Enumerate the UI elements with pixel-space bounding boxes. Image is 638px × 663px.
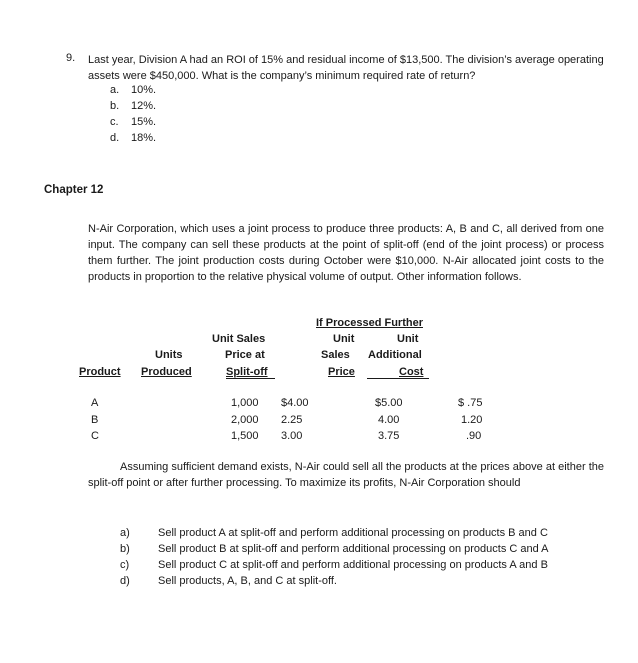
col-header-product: Product xyxy=(79,366,121,378)
col-header: Units xyxy=(155,349,183,361)
answer-letter: b) xyxy=(120,543,130,555)
col-header: Unit Sales xyxy=(212,333,266,345)
cell-addl: .90 xyxy=(466,430,482,442)
option-letter: b. xyxy=(110,100,120,112)
option-value: 15%. xyxy=(131,116,157,128)
cell-units: 2,000 xyxy=(231,414,259,426)
cell-further: 3.75 xyxy=(378,430,400,442)
answer-text: Sell products, A, B, and C at split-off. xyxy=(158,575,337,587)
cell-product: B xyxy=(91,414,99,426)
chapter-heading: Chapter 12 xyxy=(44,184,104,196)
question-stem: Assuming sufficient demand exists, N-Air could sell all the products at the prices above at either the split-off point or after further processing. To maximize its profits, N-Air Corporation should xyxy=(88,461,604,489)
question-number: 9. xyxy=(66,52,76,64)
answer-text: Sell product C at split-off and perform additional processing on products A and B xyxy=(158,559,548,571)
col-header: Sales xyxy=(321,349,350,361)
answer-letter: a) xyxy=(120,527,130,539)
question-text: Last year, Division A had an ROI of 15% and residual income of $13,500. The division’s average operating assets were $450,000. What is the company’s minimum required rate of return? xyxy=(88,54,604,82)
option-letter: d. xyxy=(110,132,120,144)
option-letter: c. xyxy=(110,116,119,128)
cell-further: 4.00 xyxy=(378,414,400,426)
answer-text: Sell product B at split-off and perform additional processing on products C and A xyxy=(158,543,549,555)
option-value: 18%. xyxy=(131,132,157,144)
col-header: Additional xyxy=(368,349,422,361)
col-header: Split-off xyxy=(226,366,268,378)
option-letter: a. xyxy=(110,84,120,96)
cell-split: 2.25 xyxy=(281,414,303,426)
answer-letter: c) xyxy=(120,559,130,571)
cell-addl: $ .75 xyxy=(458,397,483,409)
cell-units: 1,000 xyxy=(231,397,259,409)
underline-rule xyxy=(226,378,275,379)
cell-split: 3.00 xyxy=(281,430,303,442)
header-group-label: If Processed Further xyxy=(316,317,423,329)
cell-product: C xyxy=(91,430,99,442)
option-value: 10%. xyxy=(131,84,157,96)
col-header: Cost xyxy=(399,366,424,378)
answer-text: Sell product A at split-off and perform additional processing on products B and C xyxy=(158,527,548,539)
option-value: 12%. xyxy=(131,100,157,112)
cell-addl: 1.20 xyxy=(461,414,483,426)
underline-rule xyxy=(367,378,429,379)
cell-product: A xyxy=(91,397,99,409)
cell-further: $5.00 xyxy=(375,397,403,409)
intro-paragraph: N-Air Corporation, which uses a joint process to produce three products: A, B and C, all derived from one input. The company can sell these products at the point of split-off (end of the joint process) or process them further. The joint production costs during October were $10,000. N-Air allocated joint costs to the products in proportion to the relative physical volume of output. Other information follows. xyxy=(88,223,604,283)
cell-units: 1,500 xyxy=(231,430,259,442)
col-header: Produced xyxy=(141,366,192,378)
col-header: Unit xyxy=(333,333,355,345)
cell-split: $4.00 xyxy=(281,397,309,409)
answer-letter: d) xyxy=(120,575,130,587)
col-header: Price xyxy=(328,366,355,378)
col-header: Price at xyxy=(225,349,265,361)
col-header: Unit xyxy=(397,333,419,345)
